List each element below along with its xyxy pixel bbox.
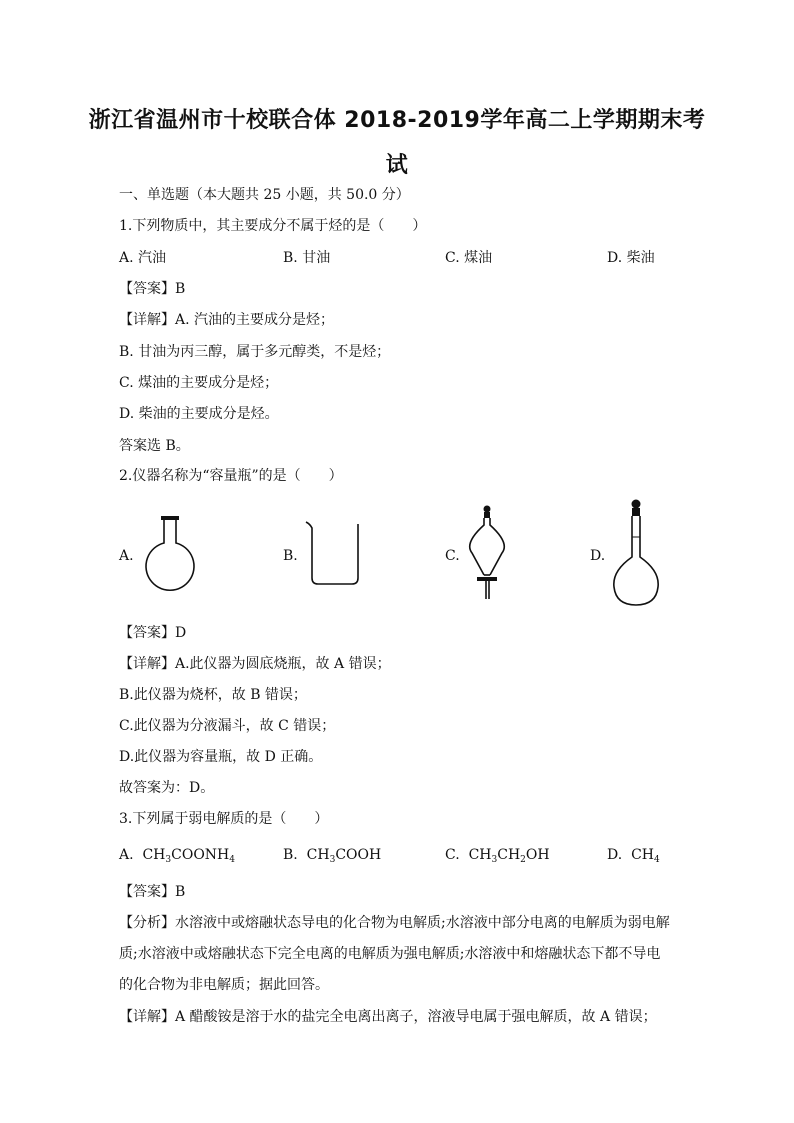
q3-option-label: D. <box>607 847 623 863</box>
q3-option-b <box>283 845 381 870</box>
formula-subscript: 4 <box>654 855 660 865</box>
beaker-icon <box>302 518 368 588</box>
q3-explain-line: 【详解】A 醋酸铵是溶于水的盐完全电离出离子，溶液导电属于强电解质，故 A 错误； <box>119 1009 657 1025</box>
formula-subscript: 2 <box>520 855 526 865</box>
round-bottom-flask-icon <box>140 513 200 593</box>
formula-text: CH <box>468 847 492 863</box>
chemical-formula <box>142 847 235 863</box>
q3-analysis-line: 质;水溶液中或熔融状态下完全电离的电解质为强电解质;水溶液中和熔融状态下都不导电 <box>119 946 661 962</box>
q1-option-a: A. 汽油 <box>119 250 167 266</box>
q1-answer: 【答案】B <box>119 281 186 297</box>
formula-text: OH <box>525 847 550 863</box>
q2-option-d-label: D. <box>590 548 606 564</box>
q1-explain-line: 【详解】A. 汽油的主要成分是烃； <box>119 312 335 328</box>
formula-subscript: 3 <box>329 855 336 865</box>
q3-option-c <box>445 845 550 870</box>
q1-explain-line: B. 甘油为丙三醇，属于多元醇类，不是烃； <box>119 344 391 360</box>
formula-subscript: 4 <box>229 855 235 865</box>
chemical-formula <box>469 847 550 863</box>
formula-text: CH <box>497 847 521 863</box>
q2-explain-line: C.此仪器为分液漏斗，故 C 错误； <box>119 718 336 734</box>
formula-text: COONH <box>171 847 230 863</box>
volumetric-flask-icon <box>606 497 666 609</box>
q3-option-a <box>119 845 235 870</box>
q3-answer: 【答案】B <box>119 884 186 900</box>
separatory-funnel-icon <box>462 503 512 603</box>
formula-text: CH <box>306 847 330 863</box>
formula-subscript: 3 <box>165 855 172 865</box>
q3-option-label: B. <box>283 847 298 863</box>
q3-option-label: C. <box>445 847 460 863</box>
q1-option-d: D. 柴油 <box>607 250 655 266</box>
q2-explain-line: B.此仪器为烧杯，故 B 错误； <box>119 687 307 703</box>
q1-option-c: C. 煤油 <box>445 250 493 266</box>
formula-text: CH <box>631 847 655 863</box>
q2-explain-line: 【详解】A.此仪器为圆底烧瓶，故 A 错误； <box>119 656 391 672</box>
q1-explain-line: D. 柴油的主要成分是烃。 <box>119 406 279 422</box>
q1-option-b: B. 甘油 <box>283 250 331 266</box>
q2-conclusion: 故答案为：D。 <box>119 780 215 796</box>
formula-subscript: 3 <box>491 855 498 865</box>
q2-stem: 2.仪器名称为“容量瓶”的是（ ） <box>119 468 343 484</box>
q3-analysis-line: 【分析】水溶液中或熔融状态导电的化合物为电解质;水溶液中部分电离的电解质为弱电解 <box>119 915 670 931</box>
document-title-line2: 试 <box>385 153 409 178</box>
q2-explain-line: D.此仪器为容量瓶，故 D 正确。 <box>119 749 323 765</box>
document-title-line1: 浙江省温州市十校联合体 2018-2019学年高二上学期期末考 <box>88 108 706 133</box>
chemical-formula <box>307 847 382 863</box>
q3-option-d <box>607 845 660 870</box>
q1-conclusion: 答案选 B。 <box>119 438 190 454</box>
q2-option-c-label: C. <box>445 548 460 564</box>
q3-analysis-line: 的化合物为非电解质；据此回答。 <box>119 977 329 993</box>
formula-text: CH <box>142 847 166 863</box>
q3-option-label: A. <box>119 847 134 863</box>
q1-stem: 1.下列物质中，其主要成分不属于烃的是（ ） <box>119 218 427 234</box>
q2-answer: 【答案】D <box>119 625 187 641</box>
q1-explain-line: C. 煤油的主要成分是烃； <box>119 375 279 391</box>
q2-option-b-label: B. <box>283 548 298 564</box>
chemical-formula <box>631 847 660 863</box>
section-heading: 一、单选题（本大题共 25 小题，共 50.0 分） <box>119 187 410 203</box>
q2-option-a-label: A. <box>119 548 134 564</box>
q3-stem: 3.下列属于弱电解质的是（ ） <box>119 811 329 827</box>
formula-text: COOH <box>335 847 382 863</box>
